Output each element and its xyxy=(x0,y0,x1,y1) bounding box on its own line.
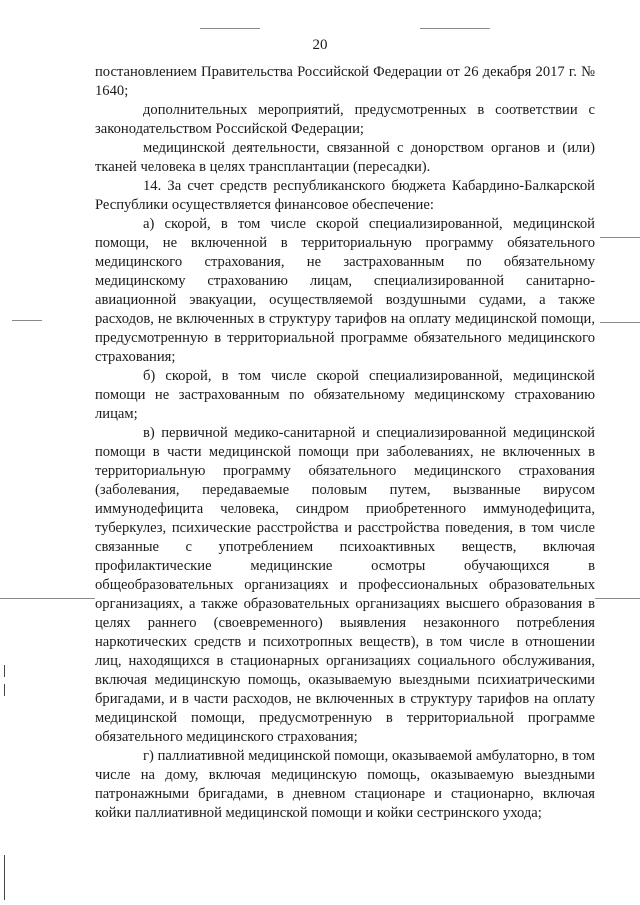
scan-artifact-line xyxy=(595,598,640,599)
paragraph: б) скорой, в том числе скорой специализированной, медицинской помощи не застрахованным по обязательному медицинскому страхованию лицам; xyxy=(95,368,595,422)
page-number: 20 xyxy=(312,37,328,53)
scan-artifact-line xyxy=(200,28,260,29)
scan-artifact-line xyxy=(12,320,42,321)
paragraph: г) паллиативной медицинской помощи, оказываемой амбулаторно, в том числе на дому, включая медицинскую помощь, оказываемую выездными патронажными бригадами, в дневном стационаре и стационарно, включая койки паллиативной медицинской помощи и койки сестринского ухода; xyxy=(95,748,595,821)
paragraph: а) скорой, в том числе скорой специализированной, медицинской помощи, не включенной в территориальную программу обязательного медицинского страхования, не застрахованным по обязательному медицинскому страхованию лицам, специализированной санитарно-авиационной эвакуации, осуществляемой воздушными судами, а также расходов, не включенных в структуру тарифов на оплату медицинской помощи, предусмотренную в территориальной программе обязательного медицинского страхования; xyxy=(95,216,595,365)
paragraph: 14. За счет средств республиканского бюджета Кабардино-Балкарской Республики осуществляется финансовое обеспечение: xyxy=(95,178,595,213)
scan-artifact-mark xyxy=(4,665,5,677)
scan-artifact-line xyxy=(600,237,640,238)
scan-artifact-mark xyxy=(4,684,5,696)
paragraph: медицинской деятельности, связанной с донорством органов и (или) тканей человека в целях трансплантации (пересадки). xyxy=(95,140,595,175)
document-body xyxy=(95,63,595,823)
scan-artifact-line xyxy=(600,322,640,323)
scan-artifact-mark xyxy=(4,855,5,900)
paragraph: дополнительных мероприятий, предусмотренных в соответствии с законодательством Российской Федерации; xyxy=(95,102,595,137)
scan-artifact-line xyxy=(0,598,95,599)
paragraph: в) первичной медико-санитарной и специализированной медицинской помощи в части медицинской помощи при заболеваниях, не включенных в территориальную программу обязательного медицинского страхования (заболевания, передаваемые половым путем, вызванные вирусом иммунодефицита человека, синдром приобретенного иммунодефицита, туберкулез, психические расстройства и расстройства поведения, в том числе связанные с употреблением психоактивных веществ, включая профилактические медицинские осмотры обучающихся в общеобразовательных организациях и профессиональных образовательных организациях, а также образовательных организациях высшего образования в целях раннего (своевременного) выявления незаконного потребления наркотических средств и психотропных веществ), в том числе в отношении лиц, находящихся в стационарных организациях социального обслуживания, включая медицинскую помощь, оказываемую выездными психиатрическими бригадами, и в части расходов, не включенных в структуру тарифов на оплату медицинской помощи, предусмотренную в территориальной программе обязательного медицинского страхования; xyxy=(95,425,595,745)
paragraph: постановлением Правительства Российской Федерации от 26 декабря 2017 г. № 1640; xyxy=(95,64,595,99)
scan-artifact-line xyxy=(420,28,490,29)
